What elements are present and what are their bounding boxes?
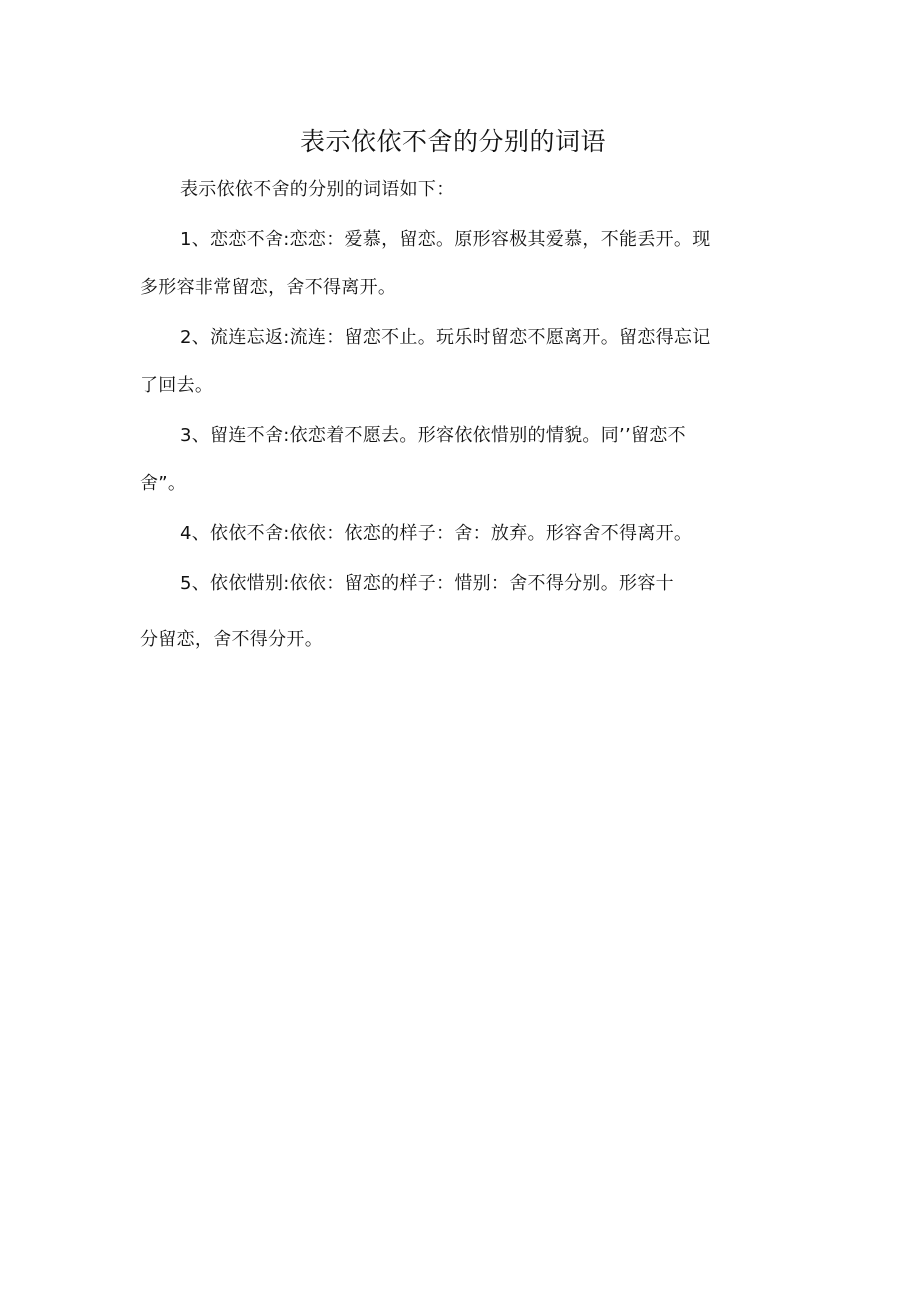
item-5-line-1: 5、依依惜别:依依：留恋的样子：惜别：舍不得分别。形容十 xyxy=(180,573,674,594)
item-2-line-1: 2、流连忘返:流连：留恋不止。玩乐时留恋不愿离开。留恋得忘记 xyxy=(180,327,711,348)
item-3-line-2: 舍”。 xyxy=(140,473,187,494)
intro-paragraph: 表示依依不舍的分别的词语如下： xyxy=(180,179,455,200)
document-title: 表示依依不舍的分别的词语 xyxy=(299,127,606,156)
item-4-line-1: 4、依依不舍:依依：依恋的样子：舍：放弃。形容舍不得离开。 xyxy=(180,523,693,544)
item-1-line-2: 多形容非常留恋，舍不得离开。 xyxy=(140,277,397,298)
item-1-line-1: 1、恋恋不舍:恋恋：爱慕，留恋。原形容极其爱慕，不能丢开。现 xyxy=(180,229,711,250)
item-5-line-2: 分留恋，舍不得分开。 xyxy=(140,629,323,650)
item-2-line-2: 了回去。 xyxy=(140,375,214,396)
item-3-line-1: 3、留连不舍:依恋着不愿去。形容依依惜别的情貌。同’’留恋不 xyxy=(180,425,686,446)
